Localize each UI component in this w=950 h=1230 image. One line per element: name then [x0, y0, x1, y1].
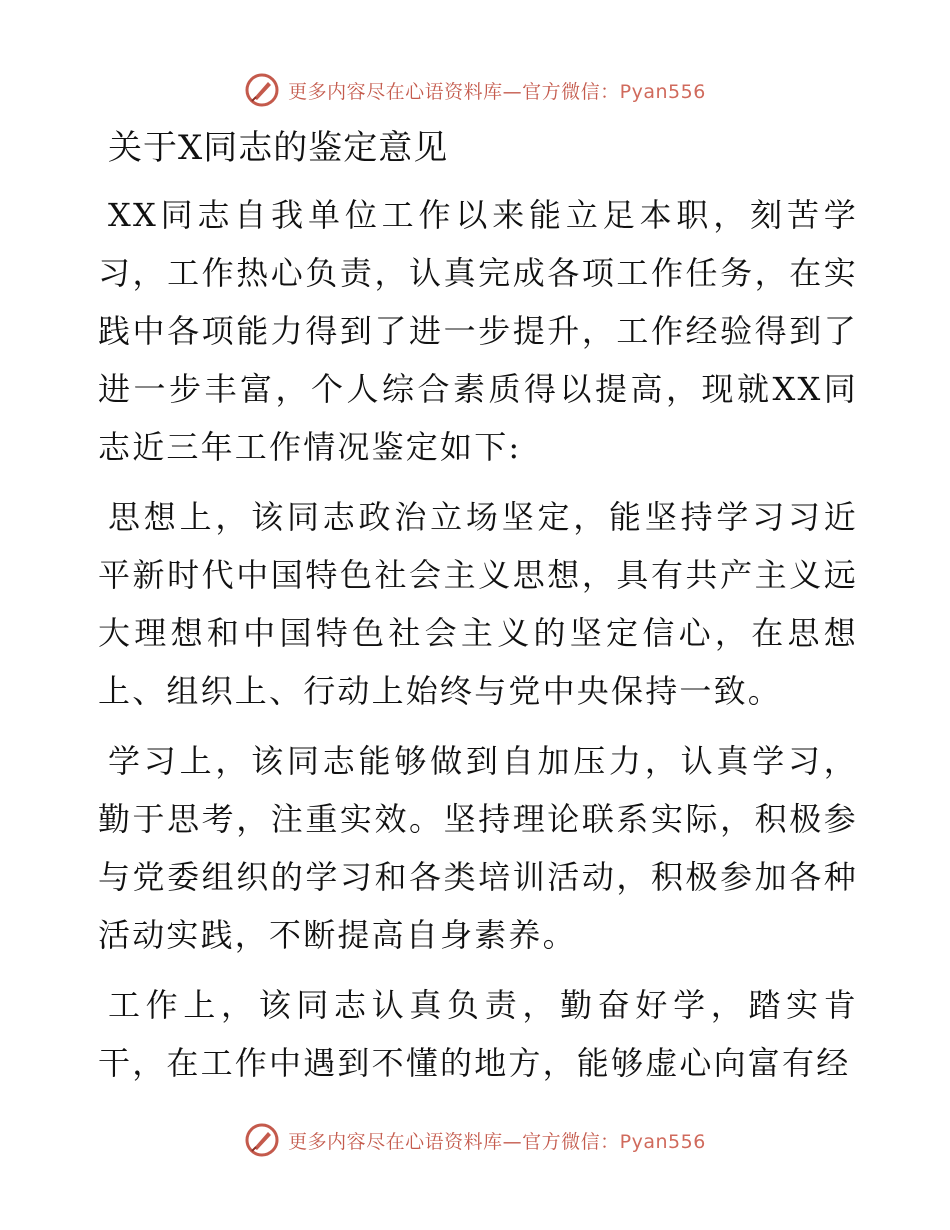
- quill-logo-icon: [244, 1122, 280, 1158]
- watermark-text: 更多内容尽在心语资料库—官方微信：Pyan556: [288, 1130, 706, 1153]
- quill-logo-icon: [244, 72, 280, 108]
- header-watermark: [0, 68, 950, 112]
- watermark-text: 更多内容尽在心语资料库—官方微信：Pyan556: [288, 80, 706, 103]
- footer-watermark: [0, 1118, 950, 1162]
- document-title: 关于X同志的鉴定意见: [108, 128, 449, 168]
- paragraph-work: 工作上，该同志认真负责，勤奋好学，踏实肯干，在工作中遇到不懂的地方，能够虚心向富有经: [98, 986, 858, 1082]
- paragraph-intro: XX同志自我单位工作以来能立足本职，刻苦学习，工作热心负责，认真完成各项工作任务，在实践中各项能力得到了进一步提升，工作经验得到了进一步丰富，个人综合素质得以提高，现就XX同志近三年工作情况鉴定如下:: [98, 196, 858, 466]
- paragraph-study: 学习上，该同志能够做到自加压力，认真学习，勤于思考，注重实效。坚持理论联系实际，积极参与党委组织的学习和各类培训活动，积极参加各种活动实践，不断提高自身素养。: [98, 742, 858, 954]
- document-body: [98, 120, 858, 1104]
- paragraph-ideology: 思想上，该同志政治立场坚定，能坚持学习习近平新时代中国特色社会主义思想，具有共产主义远大理想和中国特色社会主义的坚定信心，在思想上、组织上、行动上始终与党中央保持一致。: [98, 498, 858, 710]
